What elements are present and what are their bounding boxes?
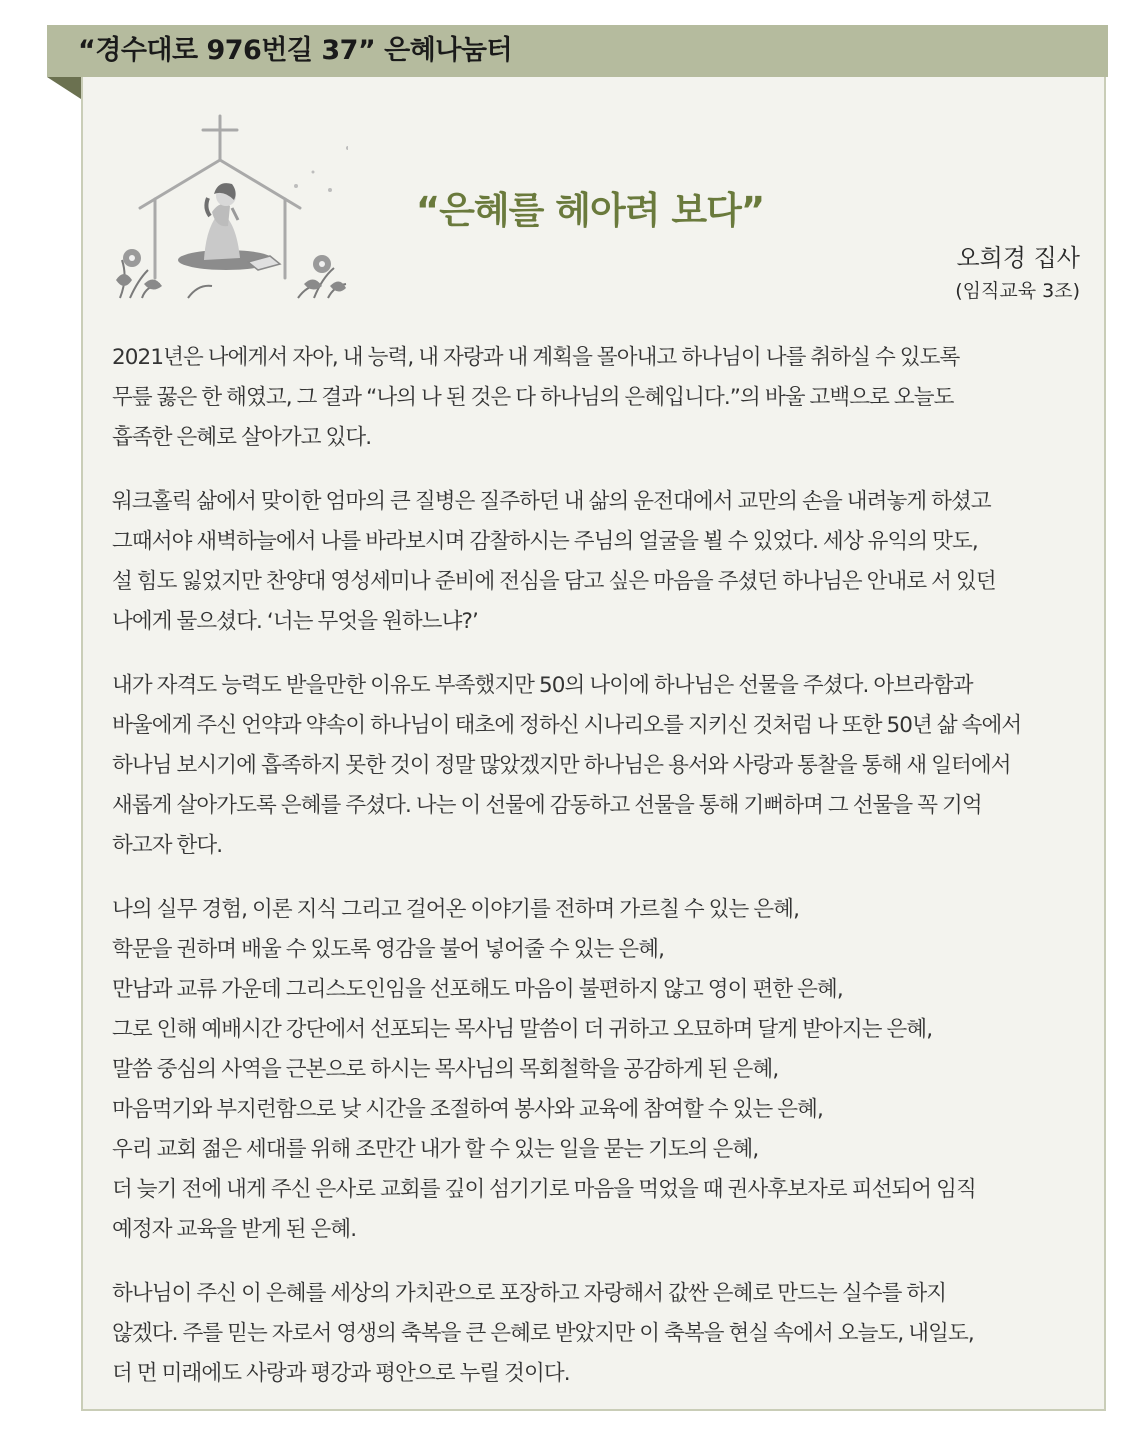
text-line: 나에게 물으셨다. ‘너는 무엇을 원하느냐?’ bbox=[112, 609, 478, 634]
text-line: 내가 자격도 능력도 받을만한 이유도 부족했지만 50의 나이에 하나님은 선물을 주셨다. 아브라함과 bbox=[112, 673, 973, 698]
text-line: 예정자 교육을 받게 된 은혜. bbox=[112, 1217, 357, 1242]
section-title: “경수대로 976번길 37” 은혜나눔터 bbox=[78, 35, 513, 66]
article-body bbox=[112, 338, 1087, 1418]
text-line: 새롭게 살아가도록 은혜를 주셨다. 나는 이 선물에 감동하고 선물을 통해 기뻐하며 그 선물을 꼭 기억 bbox=[112, 793, 982, 818]
text-line: 하나님이 주신 이 은혜를 세상의 가치관으로 포장하고 자랑해서 값싼 은혜로 만드는 실수를 하지 bbox=[112, 1281, 947, 1306]
text-line: 말씀 중심의 사역을 근본으로 하시는 목사님의 목회철학을 공감하게 된 은혜, bbox=[112, 1057, 779, 1082]
text-line: 우리 교회 젊은 세대를 위해 조만간 내가 할 수 있는 일을 묻는 기도의 은혜, bbox=[112, 1137, 759, 1162]
author-group: (임직교육 3조) bbox=[955, 280, 1080, 302]
text-line: 흡족한 은혜로 살아가고 있다. bbox=[112, 425, 372, 450]
text-line: 학문을 권하며 배울 수 있도록 영감을 불어 넣어줄 수 있는 은혜, bbox=[112, 937, 665, 962]
praying-woman-church-icon bbox=[108, 108, 348, 308]
text-line: 더 먼 미래에도 사랑과 평강과 평안으로 누릴 것이다. bbox=[112, 1361, 570, 1386]
text-line: 않겠다. 주를 믿는 자로서 영생의 축복을 큰 은혜로 받았지만 이 축복을 현실 속에서 오늘도, 내일도, bbox=[112, 1321, 974, 1346]
text-line: 하나님 보시기에 흡족하지 못한 것이 정말 많았겠지만 하나님은 용서와 사랑과 통찰을 통해 새 일터에서 bbox=[112, 753, 1011, 778]
paragraph bbox=[112, 338, 1087, 458]
paragraph bbox=[112, 1274, 1087, 1394]
text-line: 워크홀릭 삶에서 맞이한 엄마의 큰 질병은 질주하던 내 삶의 운전대에서 교만의 손을 내려놓게 하셨고 bbox=[112, 489, 991, 514]
paragraph bbox=[112, 666, 1087, 866]
paragraph bbox=[112, 482, 1087, 642]
text-line: 2021년은 나에게서 자아, 내 능력, 내 자랑과 내 계획을 몰아내고 하나님이 나를 취하실 수 있도록 bbox=[112, 345, 960, 370]
author-name: 오희경 집사 bbox=[956, 244, 1080, 272]
text-line: 그로 인해 예배시간 강단에서 선포되는 목사님 말씀이 더 귀하고 오묘하며 달게 받아지는 은혜, bbox=[112, 1017, 933, 1042]
text-line: 더 늦기 전에 내게 주신 은사로 교회를 깊이 섬기기로 마음을 먹었을 때 권사후보자로 피선되어 임직 bbox=[112, 1177, 976, 1202]
essay-title: “은혜를 헤아려 보다” bbox=[415, 189, 765, 232]
text-line: 만남과 교류 가운데 그리스도인임을 선포해도 마음이 불편하지 않고 영이 편한 은혜, bbox=[112, 977, 843, 1002]
text-line: 설 힘도 잃었지만 찬양대 영성세미나 준비에 전심을 담고 싶은 마음을 주셨던 하나님은 안내로 서 있던 bbox=[112, 569, 996, 594]
text-line: 하고자 한다. bbox=[112, 833, 223, 858]
text-line: 바울에게 주신 언약과 약속이 하나님이 태초에 정하신 시나리오를 지키신 것처럼 나 또한 50년 삶 속에서 bbox=[112, 713, 1022, 738]
text-line: 무릎 꿇은 한 해였고, 그 결과 “나의 나 된 것은 다 하나님의 은혜입니다.”의 바울 고백으로 오늘도 bbox=[112, 385, 954, 410]
paragraph bbox=[112, 890, 1087, 1250]
header-fold bbox=[47, 77, 81, 99]
text-line: 그때서야 새벽하늘에서 나를 바라보시며 감찰하시는 주님의 얼굴을 뵐 수 있었다. 세상 유익의 맛도, bbox=[112, 529, 978, 554]
text-line: 나의 실무 경험, 이론 지식 그리고 걸어온 이야기를 전하며 가르칠 수 있는 은혜, bbox=[112, 897, 800, 922]
text-line: 마음먹기와 부지런함으로 낮 시간을 조절하여 봉사와 교육에 참여할 수 있는 은혜, bbox=[112, 1097, 823, 1122]
